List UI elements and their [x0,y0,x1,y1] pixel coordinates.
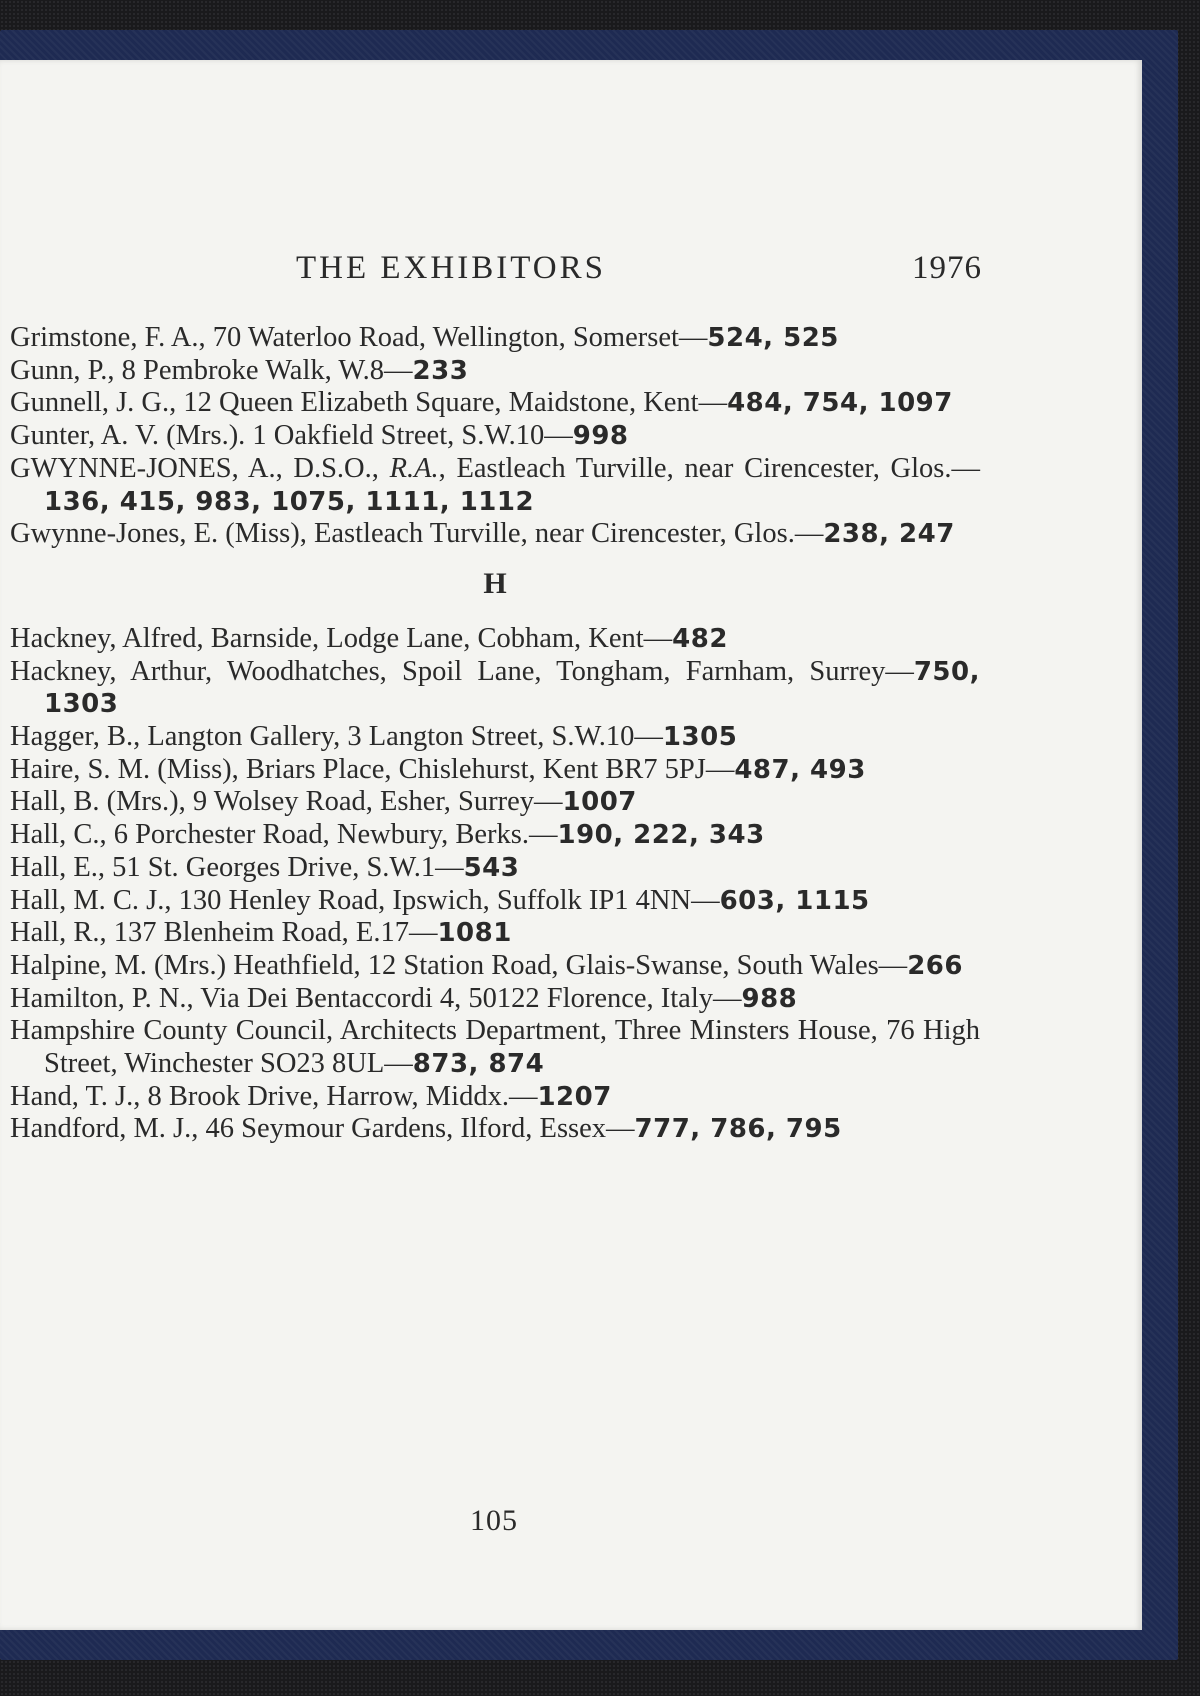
list-item: Gunter, A. V. (Mrs.). 1 Oakfield Street, S.W.10—998 [10,420,629,452]
catalogue-numbers: 487, 493 [734,754,866,785]
catalogue-numbers: 1207 [537,1081,612,1112]
section-heading: H [483,566,507,600]
catalogue-numbers: 1081 [437,918,512,949]
catalogue-numbers: 266 [907,950,963,981]
list-item: Hand, T. J., 8 Brook Drive, Harrow, Middx.—1207 [10,1080,612,1112]
list-item: Grimstone, F. A., 70 Waterloo Road, Wellington, Somerset—524, 525 [10,322,839,353]
exhibitor-list [10,322,980,1146]
page-year: 1976 [912,250,982,286]
catalogue-numbers: 777, 786, 795 [634,1114,842,1145]
book-page [0,60,1142,1630]
list-item: Hall, M. C. J., 130 Henley Road, Ipswich, Suffolk IP1 4NN—603, 1115 [10,884,870,916]
catalogue-numbers: 750, 1303 [44,656,980,720]
list-item: Handford, M. J., 46 Seymour Gardens, Ilford, Essex—777, 786, 795 [10,1113,842,1145]
list-item: Hall, B. (Mrs.), 9 Wolsey Road, Esher, Surrey—1007 [10,786,637,818]
list-item: Hackney, Arthur, Woodhatches, Spoil Lane, Tongham, Farnham, Surrey—750, 1303 [10,655,980,720]
list-item: Hampshire County Council, Architects Department, Three Minsters House, 76 High Street, Winchester SO23 8UL—873, 874 [10,1015,980,1080]
page-title: THE EXHIBITORS [296,250,606,286]
list-item: GWYNNE-JONES, A., D.S.O., R.A., Eastleach Turville, near Cirencester, Glos.—136, 415, 983, 1075, 1111, 1112 [10,452,980,517]
catalogue-numbers: 998 [572,421,629,452]
catalogue-numbers: 190, 222, 343 [557,820,765,851]
catalogue-numbers: 136, 415, 983, 1075, 1111, 1112 [44,486,535,517]
list-item: Hackney, Alfred, Barnside, Lodge Lane, Cobham, Kent—482 [10,622,728,654]
catalogue-numbers: 603, 1115 [719,885,870,916]
page-number: 105 [470,1504,518,1537]
list-item: Hall, C., 6 Porchester Road, Newbury, Berks.—190, 222, 343 [10,819,765,851]
catalogue-numbers: 238, 247 [823,519,955,550]
catalogue-numbers: 988 [741,983,798,1014]
catalogue-numbers: 543 [463,852,520,883]
catalogue-numbers: 482 [672,623,728,654]
list-item: Hall, E., 51 St. Georges Drive, S.W.1—543 [10,851,520,883]
list-item: Gunnell, J. G., 12 Queen Elizabeth Square, Maidstone, Kent—484, 754, 1097 [10,387,953,419]
list-item: Hall, R., 137 Blenheim Road, E.17—1081 [10,917,512,949]
catalogue-numbers: 484, 754, 1097 [727,388,953,419]
list-item: Haire, S. M. (Miss), Briars Place, Chislehurst, Kent BR7 5PJ—487, 493 [10,753,866,785]
list-item: Hamilton, P. N., Via Dei Bentaccordi 4, 50122 Florence, Italy—988 [10,982,798,1014]
catalogue-numbers: 233 [412,355,469,386]
list-item: Hagger, B., Langton Gallery, 3 Langton Street, S.W.10—1305 [10,721,738,753]
list-item: Gunn, P., 8 Pembroke Walk, W.8—233 [10,354,469,386]
catalogue-numbers: 524, 525 [707,323,839,353]
catalogue-numbers: 1305 [662,722,738,753]
catalogue-numbers: 873, 874 [412,1049,545,1080]
catalogue-numbers: 1007 [562,787,637,818]
list-item: Halpine, M. (Mrs.) Heathfield, 12 Station Road, Glais-Swanse, South Wales—266 [10,949,963,981]
list-item: Gwynne-Jones, E. (Miss), Eastleach Turville, near Cirencester, Glos.—238, 247 [10,518,955,550]
